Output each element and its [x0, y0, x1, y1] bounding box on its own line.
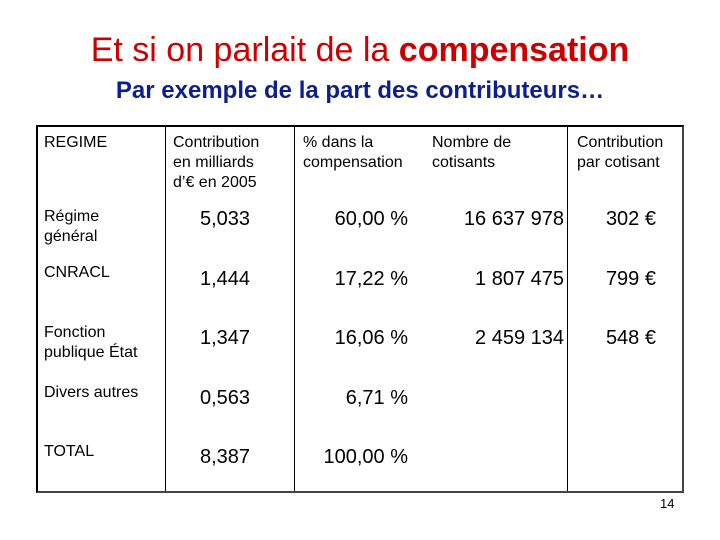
header-par-cotisant [577, 133, 663, 173]
cell-contribution: 1,444 [200, 268, 251, 290]
cell-cotisants: 1 807 475 [475, 268, 564, 290]
row-label-regime-general [44, 207, 99, 247]
cell-par-cotisant: 799 € [605, 268, 656, 290]
page-number: 14 [660, 496, 675, 511]
row-label-cnracl [44, 263, 110, 283]
cell-percent: 6,71 % [345, 387, 408, 409]
header-line: d’€ en 2005 [173, 174, 257, 191]
row-label-line: général [44, 228, 98, 245]
header-line: % dans la [303, 134, 374, 151]
cell-cotisants: 16 637 978 [463, 208, 564, 230]
row-label-line: Divers autres [44, 384, 139, 401]
cell-percent: 17,22 % [334, 268, 408, 290]
row-label-total [44, 442, 94, 462]
row-label-line: CNRACL [44, 264, 110, 281]
cell-percent: 100,00 % [323, 446, 408, 468]
header-line: REGIME [44, 134, 108, 151]
row-label-line: publique État [44, 344, 138, 361]
cell-contribution: 8,387 [200, 446, 251, 468]
column-divider [165, 127, 166, 491]
header-line: compensation [303, 154, 403, 171]
column-divider [567, 127, 568, 491]
header-line: Contribution [173, 134, 260, 151]
slide-title [0, 30, 720, 70]
cell-par-cotisant: 548 € [605, 327, 656, 349]
header-line: Contribution [577, 134, 664, 151]
header-line: Nombre de [432, 134, 512, 151]
cell-contribution: 1,347 [200, 327, 251, 349]
row-label-line: Régime [44, 208, 100, 225]
title-normal: Et si on parlait de la [90, 31, 399, 69]
header-regime [44, 133, 107, 153]
row-label-fonction-publique [44, 323, 137, 363]
data-table [36, 125, 684, 493]
row-label-divers [44, 383, 138, 403]
title-bold: compensation [398, 31, 630, 69]
cell-cotisants: 2 459 134 [475, 327, 564, 349]
row-label-line: Fonction [44, 324, 106, 341]
cell-contribution: 5,033 [200, 208, 251, 230]
cell-contribution: 0,563 [200, 387, 251, 409]
header-percent [303, 133, 403, 173]
cell-percent: 60,00 % [334, 208, 408, 230]
row-label-line: TOTAL [44, 443, 95, 460]
header-contribution [173, 133, 259, 193]
header-line: cotisants [432, 154, 496, 171]
header-cotisants [432, 133, 511, 173]
column-divider [294, 127, 295, 491]
slide-subtitle: Par exemple de la part des contributeurs… [115, 77, 605, 104]
header-line: en milliards [173, 154, 254, 171]
cell-percent: 16,06 % [334, 327, 408, 349]
cell-par-cotisant: 302 € [605, 208, 656, 230]
header-line: par cotisant [577, 154, 660, 171]
